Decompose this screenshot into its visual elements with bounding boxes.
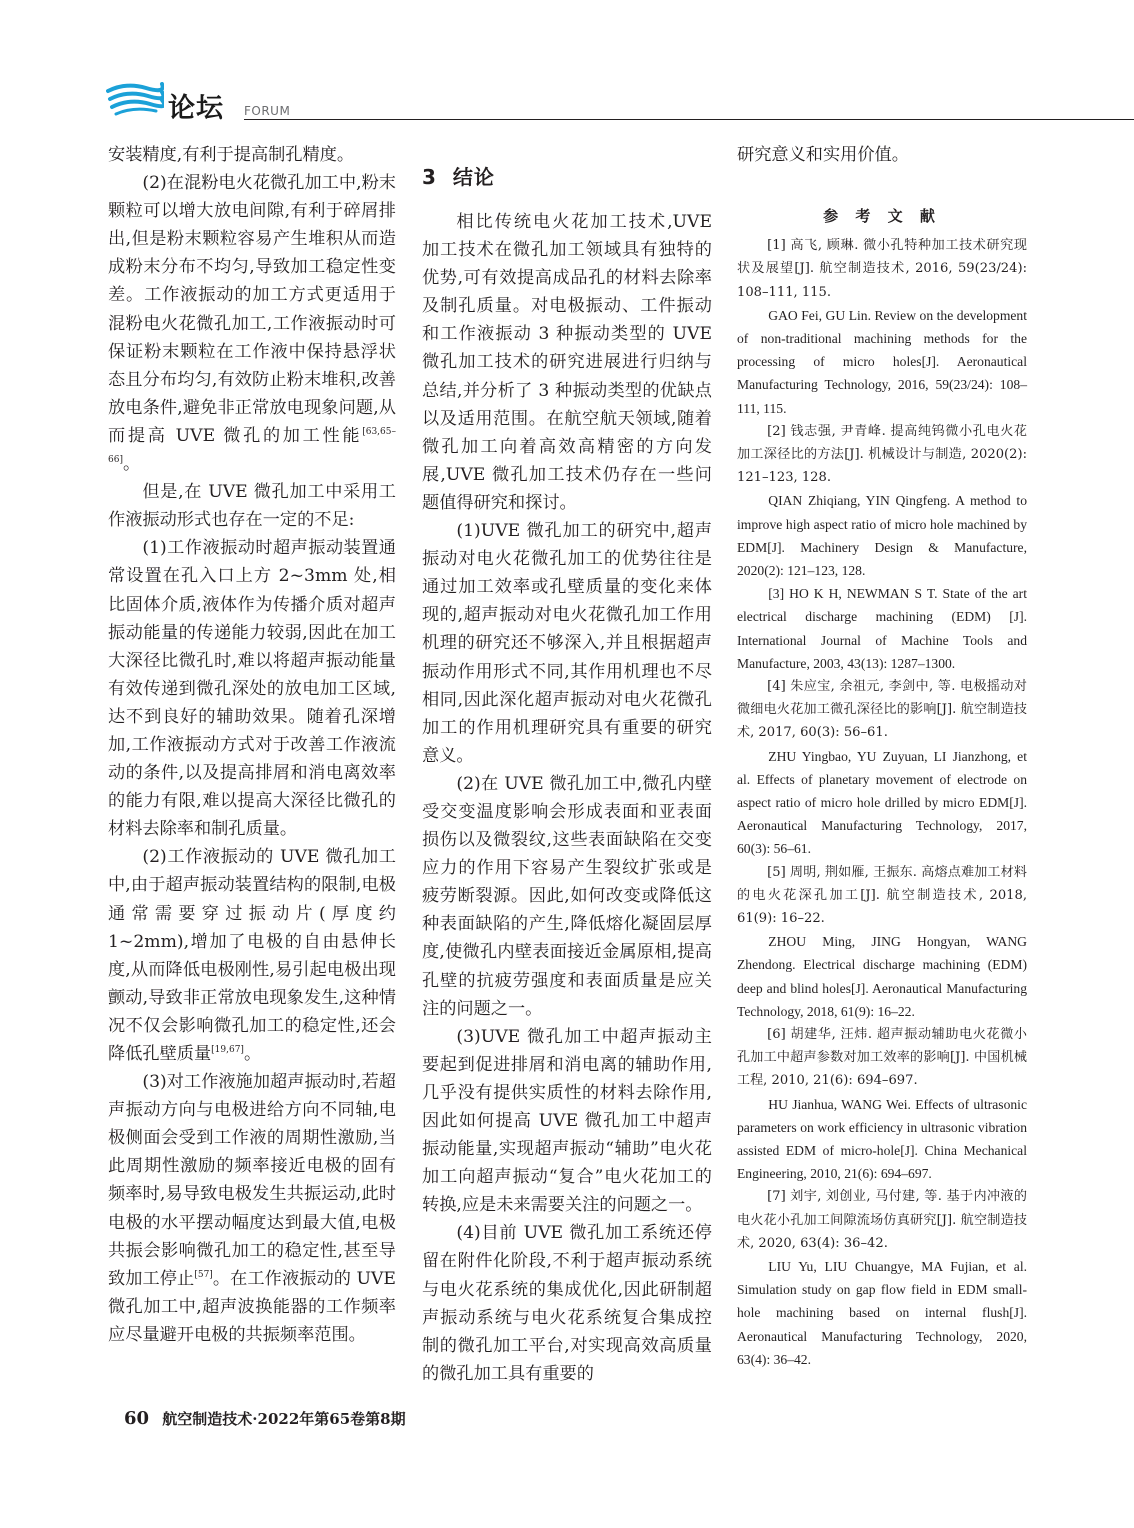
section-heading: 3 结论: [422, 165, 495, 189]
citation: [63,65–66]: [108, 426, 396, 466]
paragraph: (1)工作液振动时超声振动装置通常设置在孔入口上方 2~3mm 处,相比固体介质,液体作为传播介质对超声振动能量的传递能力较弱,因此在加工大深径比微孔时,难以将超声振动能量有效传递到微孔深处的放电加工区域,达不到良好的辅助效果。随着孔深增加,工作液振动方式对于改善工作液流动的条件,以及提高排屑和消电离效率的能力有限,难以提高大深径比微孔的材料去除率和制孔质量。: [108, 538, 396, 840]
journal-info: 航空制造技术·2022年第65卷第8期: [162, 1410, 406, 1428]
reference-en: HU Jianhua, WANG Wei. Effects of ultrasonic parameters on work efficiency in ultrasonic vibration assisted EDM of micro-hole[J]. China Mechanical Engineering, 2010, 21(6): 694–697.: [737, 1096, 1027, 1182]
reference-en: GAO Fei, GU Lin. Review on the development of non-traditional machining methods for the processing of micro holes[J]. Aeronautical Manufacturing Technology, 2016, 59(23/24): 108–111, 115.: [737, 307, 1027, 416]
page-header: [0, 0, 1134, 130]
paragraph: (3)对工作液施加超声振动时,若超声振动方向与电极进给方向不同轴,电极侧面会受到工作液的周期性激励,当此周期性激励的频率接近电极的固有频率时,易导致电极发生共振运动,此时电极的水平摆动幅度达到最大值,电极共振会影响微孔加工的稳定性,甚至导致加工停止[57]。在工作液振动的 UVE 微孔加工中,超声波换能器的工作频率应尽量避开电极的共振频率范围。: [108, 1072, 396, 1345]
header-rule: [244, 119, 1134, 120]
reference-cn: [6] 胡建华, 汪炜. 超声振动辅助电火花微小孔加工中超声参数对加工效率的影响[J]. 中国机械工程, 2010, 21(6): 694–697.: [737, 1027, 1027, 1089]
section-title: 论坛: [168, 93, 224, 124]
paragraph: 但是,在 UVE 微孔加工中采用工作液振动形式也存在一定的不足:: [108, 482, 396, 531]
paragraph: (2)在 UVE 微孔加工中,微孔内壁受交变温度影响会形成表面和亚表面损伤以及微裂纹,这些表面缺陷在交变应力的作用下容易产生裂纹扩张或是疲劳断裂源。因此,如何改变或降低这种表面缺陷的产生,降低熔化凝固层厚度,使微孔内壁表面接近金属原相,提高孔壁的抗疲劳强度和表面质量是应关注的问题之一。: [422, 773, 712, 1019]
paragraph: (2)工作液振动的 UVE 微孔加工中,由于超声振动装置结构的限制,电极通常需要穿过振动片(厚度约 1~2mm),增加了电极的自由悬伸长度,从而降低电极刚性,易引起电极出现颤动,导致非正常放电现象发生,这种情况不仅会影响微孔加工的稳定性,还会降低孔壁质量[19,67]。: [108, 847, 396, 1064]
paragraph: 相比传统电火花加工技术,UVE 加工技术在微孔加工领域具有独特的优势,可有效提高成品孔的材料去除率及制孔质量。对电极振动、工件振动和工作液振动 3 种振动类型的 UVE 微孔加工技术的研究进展进行归纳与总结,并分析了 3 种振动类型的优缺点以及适用范围。在航空航天领域,随着微孔加工向着高效高精密的方向发展,UVE 微孔加工技术仍存在一些问题值得研究和探讨。: [422, 212, 712, 513]
reference-cn: [2] 钱志强, 尹青峰. 提高纯钨微小孔电火花加工深径比的方法[J]. 机械设计与制造, 2020(2): 121–123, 128.: [737, 423, 1027, 486]
page-footer: [124, 1408, 406, 1429]
column-1: [108, 141, 396, 1349]
column-3: [737, 141, 1027, 1371]
page-number: 60: [124, 1408, 150, 1429]
paragraph: 安装精度,有利于提高制孔精度。: [108, 145, 355, 165]
reference-en: [3] HO K H, NEWMAN S T. State of the art electrical discharge machining (EDM) [J]. International Journal of Machine Tools and Manufacture, 2003, 43(13): 1287–1300.: [737, 586, 1027, 671]
reference-cn: [1] 高飞, 顾琳. 微小孔特种加工技术研究现状及展望[J]. 航空制造技术, 2016, 59(23/24): 108–111, 115.: [737, 238, 1027, 300]
references-title: 参 考 文 献: [823, 207, 941, 226]
paragraph: (4)目前 UVE 微孔加工系统还停留在附件化阶段,不利于超声振动系统与电火花系统的集成优化,因此研制超声振动系统与电火花系统复合集成控制的微孔加工平台,对实现高效高质量的微孔加工具有重要的: [422, 1223, 712, 1384]
section-title-en: FORUM: [244, 104, 291, 118]
reference-cn: [5] 周明, 荆如雁, 王振东. 高熔点难加工材料的电火花深孔加工[J]. 航空制造技术, 2018, 61(9): 16–22.: [737, 864, 1027, 926]
citation: [57]: [194, 1269, 213, 1280]
column-2: [422, 141, 712, 1388]
paragraph: (2)在混粉电火花微孔加工中,粉末颗粒可以增大放电间隙,有利于碎屑排出,但是粉末颗粒容易产生堆积从而造成粉末分布不均匀,导致加工稳定性变差。工作液振动的加工方式更适用于混粉电火花微孔加工,工作液振动时可保证粉末颗粒在工作液中保持悬浮状态且分布均匀,有效防止粉末堆积,改善放电条件,避免非正常放电现象问题,从而提高 UVE 微孔的加工性能[63,65–66]。: [108, 173, 396, 475]
paragraph: (3)UVE 微孔加工中超声振动主要起到促进排屑和消电离的辅助作用,几乎没有提供实质性的材料去除作用,因此如何提高 UVE 微孔加工中超声振动能量,实现超声振动“辅助”电火花加工向超声振动“复合”电火花加工的转换,应是未来需要关注的问题之一。: [422, 1026, 712, 1216]
paragraph: 研究意义和实用价值。: [737, 145, 909, 165]
reference-cn: [7] 刘宇, 刘创业, 马付建, 等. 基于内冲液的电火花小孔加工间隙流场仿真研究[J]. 航空制造技术, 2020, 63(4): 36–42.: [737, 1189, 1027, 1251]
forum-logo-icon: [106, 82, 164, 116]
reference-cn: [4] 朱应宝, 余祖元, 李剑中, 等. 电极摇动对微细电火花加工微孔深径比的影响[J]. 航空制造技术, 2017, 60(3): 56–61.: [737, 678, 1027, 741]
reference-en: LIU Yu, LIU Chuangye, MA Fujian, et al. Simulation study on gap flow field in EDM small-hole machining based on internal flush[J]. Aeronautical Manufacturing Technology, 2020, 63(4): 36–42.: [737, 1259, 1027, 1367]
paragraph: (1)UVE 微孔加工的研究中,超声振动对电火花微孔加工的优势往往是通过加工效率或孔壁质量的变化来体现的,超声振动对电火花微孔加工作用机理的研究还不够深入,并且根据超声振动作用形式不同,其作用机理也不尽相同,因此深化超声振动对电火花微孔加工的作用机理研究具有重要的研究意义。: [422, 521, 712, 766]
reference-en: ZHU Yingbao, YU Zuyuan, LI Jianzhong, et al. Effects of planetary movement of electrode on aspect ratio of micro hole drilled by micro EDM[J]. Aeronautical Manufacturing Technology, 2017, 60(3): 56–61.: [737, 748, 1027, 857]
citation: [19,67]: [211, 1045, 244, 1055]
reference-en: ZHOU Ming, JING Hongyan, WANG Zhendong. Electrical discharge machining (EDM) deep and blind holes[J]. Aeronautical Manufacturing Technology, 2018, 61(9): 16–22.: [737, 934, 1027, 1019]
reference-en: QIAN Zhiqiang, YIN Qingfeng. A method to improve high aspect ratio of micro hole machined by EDM[J]. Machinery Design & Manufacture, 2020(2): 121–123, 128.: [737, 493, 1027, 578]
